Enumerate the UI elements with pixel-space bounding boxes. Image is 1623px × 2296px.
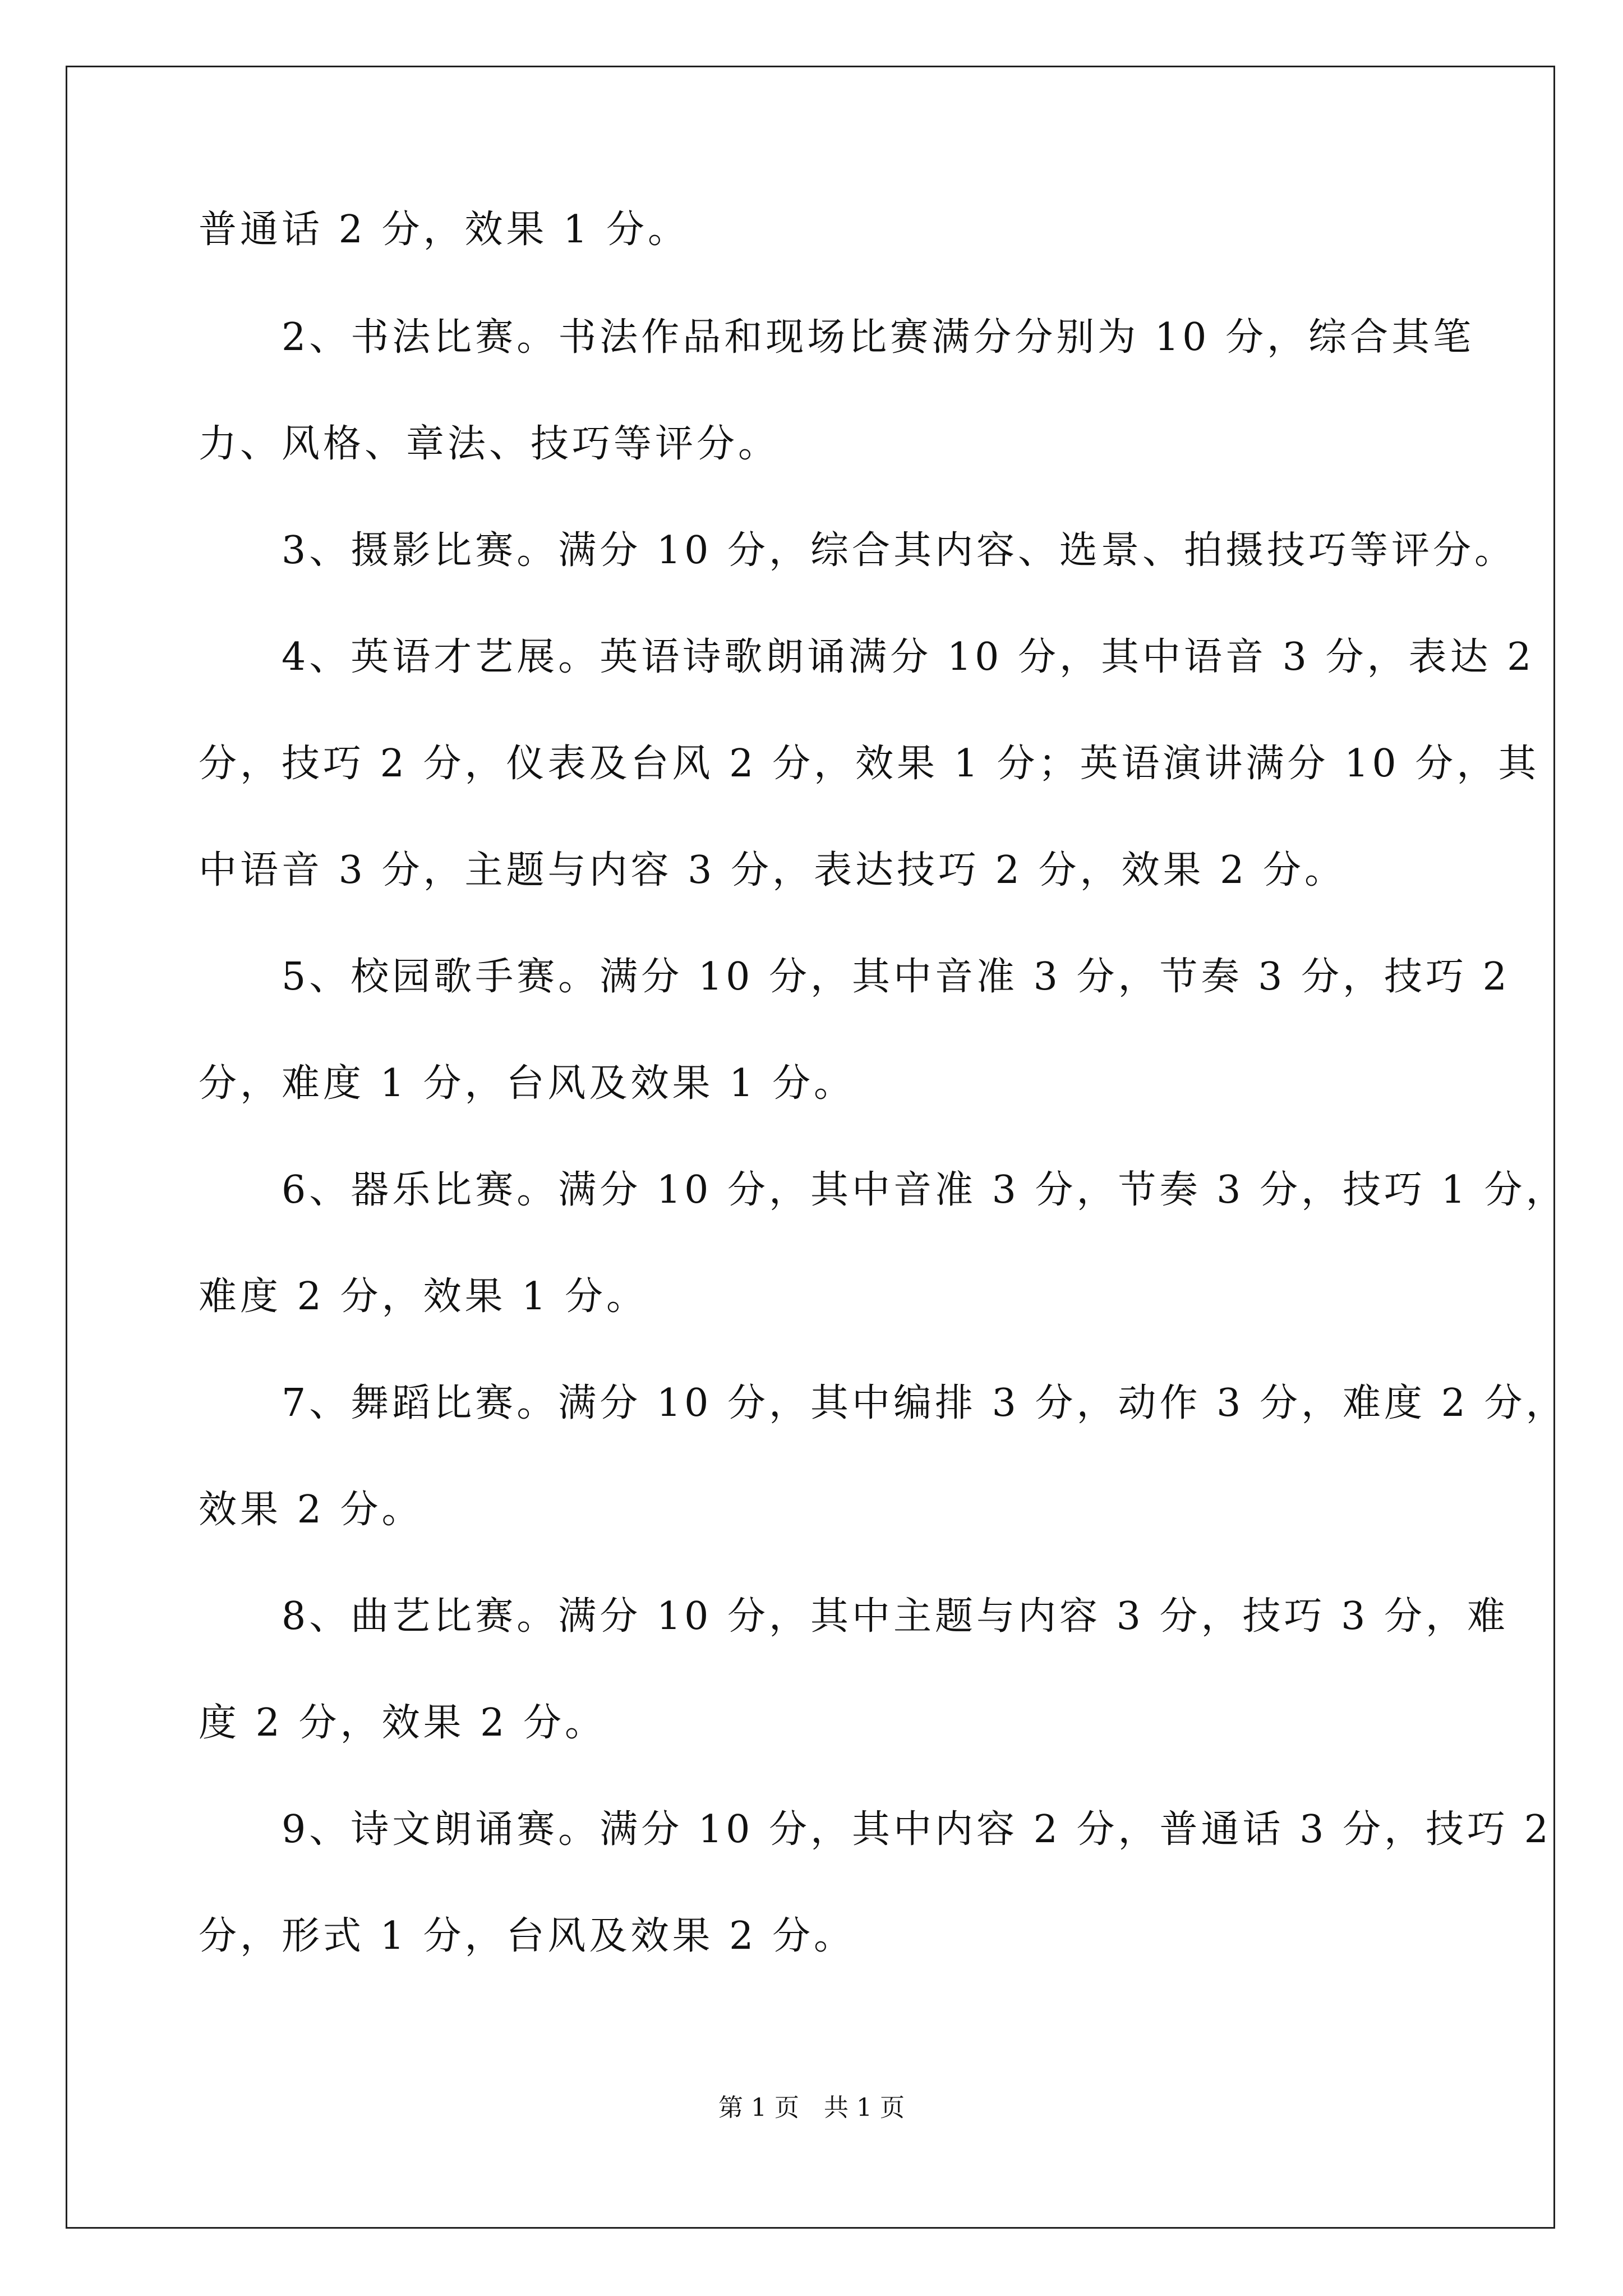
text-line: 分，技巧 2 分，仪表及台风 2 分，效果 1 分；英语演讲满分 10 分，其	[199, 742, 1540, 786]
text-line: 分，形式 1 分，台风及效果 2 分。	[199, 1914, 855, 1958]
text-line: 5、校园歌手赛。满分 10 分，其中音准 3 分，节奏 3 分，技巧 2	[199, 955, 1510, 999]
page-border	[66, 66, 1555, 2229]
text-line: 普通话 2 分，效果 1 分。	[199, 208, 689, 252]
text-line: 2、书法比赛。书法作品和现场比赛满分分别为 10 分，综合其笔	[199, 315, 1475, 360]
text-line: 难度 2 分，效果 1 分。	[199, 1274, 648, 1319]
text-line: 力、风格、章法、技巧等评分。	[199, 422, 780, 466]
text-line: 分，难度 1 分，台风及效果 1 分。	[199, 1061, 855, 1106]
text-line: 效果 2 分。	[199, 1488, 423, 1532]
text-line: 3、摄影比赛。满分 10 分，综合其内容、选景、拍摄技巧等评分。	[199, 528, 1516, 573]
page-footer: 第 1 页 共 1 页	[718, 2093, 905, 2122]
text-line: 8、曲艺比赛。满分 10 分，其中主题与内容 3 分，技巧 3 分，难	[199, 1594, 1509, 1639]
text-line: 中语音 3 分，主题与内容 3 分，表达技巧 2 分，效果 2 分。	[199, 848, 1346, 892]
text-line: 6、器乐比赛。满分 10 分，其中音准 3 分，节奏 3 分，技巧 1 分，	[199, 1168, 1567, 1212]
text-line: 9、诗文朗诵赛。满分 10 分，其中内容 2 分，普通话 3 分，技巧 2	[199, 1807, 1552, 1852]
text-line: 4、英语才艺展。英语诗歌朗诵满分 10 分，其中语音 3 分，表达 2	[199, 635, 1535, 679]
text-line: 7、舞蹈比赛。满分 10 分，其中编排 3 分，动作 3 分，难度 2 分，	[199, 1381, 1567, 1425]
text-line: 度 2 分，效果 2 分。	[199, 1701, 606, 1745]
